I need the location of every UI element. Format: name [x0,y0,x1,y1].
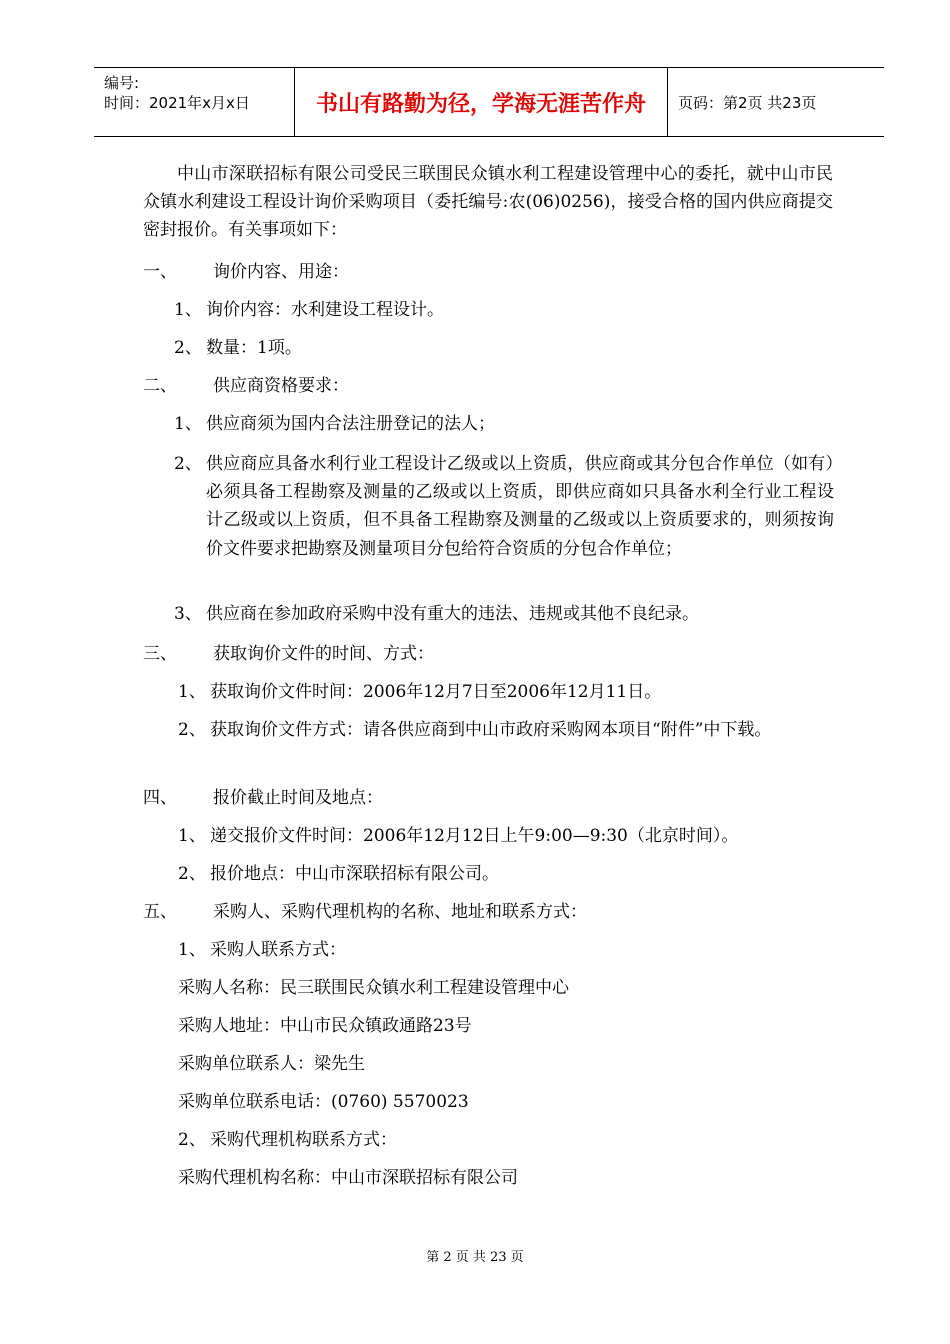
section-3-item-1-text: 获取询价文件时间：2006年12月7日至2006年12月11日。 [210,682,662,702]
section-4-item-2-text: 报价地点：中山市深联招标有限公司。 [210,864,499,884]
page-footer: 第 2 页 共 23 页 [426,1250,524,1265]
section-2-item-1-number: 1、 [174,414,202,434]
section-1-title: 询价内容、用途： [213,262,349,282]
section-4-item-1-number: 1、 [178,826,206,846]
section-1-item-1-number: 1、 [174,300,202,320]
section-4-number: 四、 [143,788,177,808]
section-5-number: 五、 [143,902,177,922]
section-2-item-3-number: 3、 [174,604,202,624]
section-2-item-3-text: 供应商在参加政府采购中没有重大的违法、违规或其他不良纪录。 [206,604,699,624]
section-2-item-2-number: 2、 [174,454,202,474]
section-5-sub-1-text: 采购人联系方式： [210,940,346,960]
serial-label: 编号: [104,74,140,92]
section-2-title: 供应商资格要求： [213,376,349,396]
section-5-title: 采购人、采购代理机构的名称、地址和联系方式： [213,902,587,922]
purchaser-name: 采购人名称：民三联围民众镇水利工程建设管理中心 [178,978,569,998]
section-4-title: 报价截止时间及地点： [213,788,383,808]
section-3-number: 三、 [143,644,177,664]
page-header [94,67,884,137]
purchaser-phone: 采购单位联系电话：(0760) 5570023 [178,1092,469,1112]
intro-paragraph: 中山市深联招标有限公司受民三联围民众镇水利工程建设管理中心的委托，就中山市民众镇水利建设工程设计询价采购项目（委托编号:农(06)0256)，接受合格的国内供应商提交密封报价。有关事项如下： [143,164,833,240]
section-4-item-1-text: 递交报价文件时间：2006年12月12日上午9:00—9:30（北京时间）。 [210,826,739,846]
header-page-label: 页码：第2页 共23页 [678,93,817,112]
section-3-item-2-number: 2、 [178,720,206,740]
time-label: 时间：2021年x月x日 [104,94,250,112]
section-2-number: 二、 [143,376,177,396]
section-5-sub-1-number: 1、 [178,940,206,960]
header-meta-cell [94,68,295,136]
section-5-sub-2-number: 2、 [178,1130,206,1150]
section-3-item-1-number: 1、 [178,682,206,702]
agency-name: 采购代理机构名称：中山市深联招标有限公司 [178,1168,518,1188]
section-1-item-2-text: 数量：1项。 [206,338,302,358]
section-2-item-1-text: 供应商须为国内合法注册登记的法人； [206,414,495,434]
section-2-item-2-text: 供应商应具备水利行业工程设计乙级或以上资质，供应商或其分包合作单位（如有）必须具备工程勘察及测量的乙级或以上资质，即供应商如只具备水利全行业工程设计乙级或以上资质，但不具备工程勘察及测量的乙级或以上资质要求的，则须按询价文件要求把勘察及测量项目分包给符合资质的分包合作单位； [206,454,834,559]
header-motto: 书山有路勤为径，学海无涯苦作舟 [295,68,668,136]
section-3-item-2-text: 获取询价文件方式：请各供应商到中山市政府采购网本项目“附件”中下载。 [210,720,772,740]
purchaser-address: 采购人地址：中山市民众镇政通路23号 [178,1016,472,1036]
section-1-item-2-number: 2、 [174,338,202,358]
section-3-title: 获取询价文件的时间、方式： [213,644,434,664]
section-1-item-1-text: 询价内容：水利建设工程设计。 [206,300,444,320]
purchaser-contact: 采购单位联系人：梁先生 [178,1054,365,1074]
section-4-item-2-number: 2、 [178,864,206,884]
section-1-number: 一、 [143,262,177,282]
section-5-sub-2-text: 采购代理机构联系方式： [210,1130,397,1150]
